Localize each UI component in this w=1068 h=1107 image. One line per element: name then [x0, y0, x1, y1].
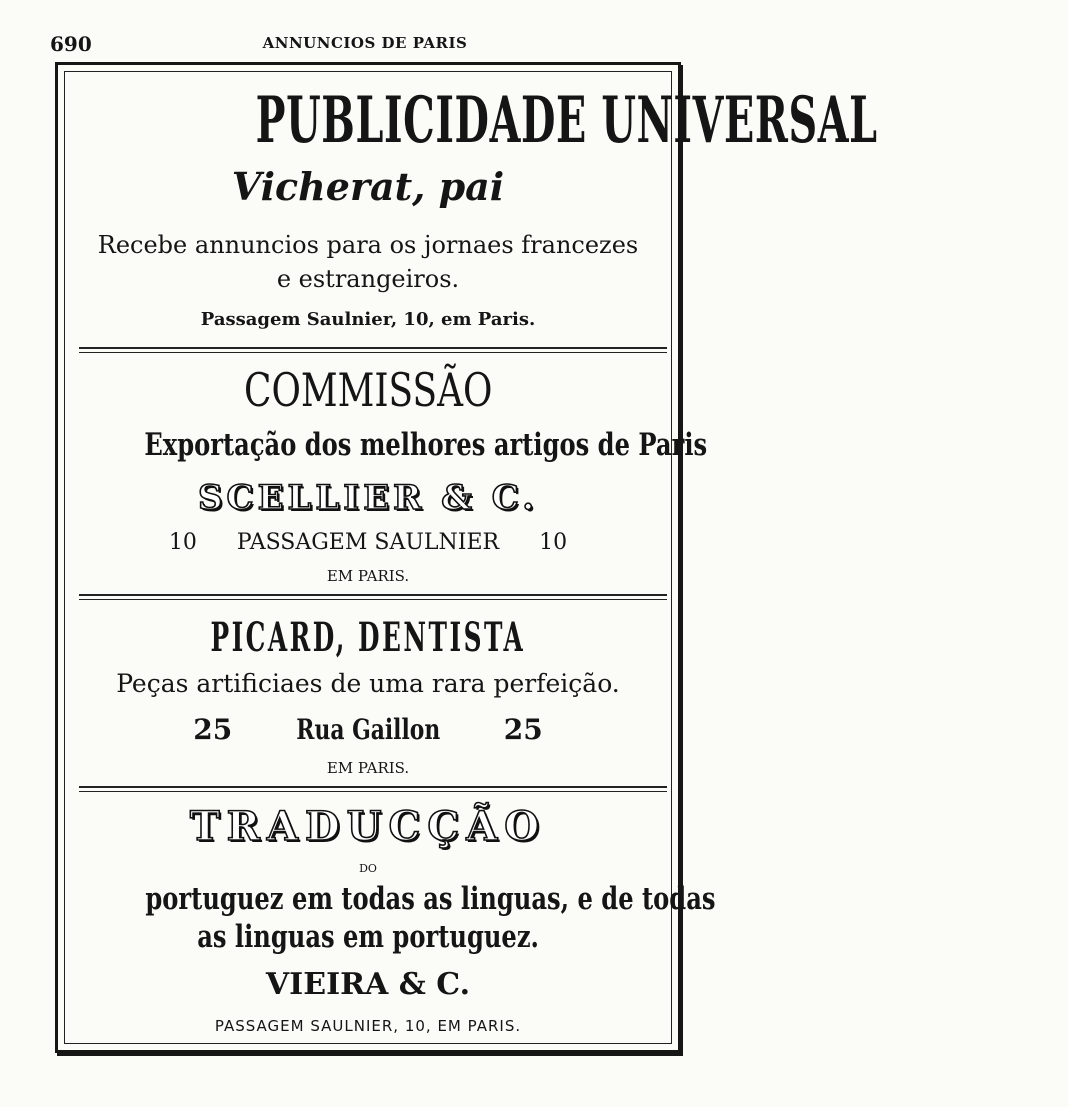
ad2-title-row — [65, 364, 671, 416]
ad4-title-row — [65, 802, 671, 852]
ad1-desc-line1: Recebe annuncios para os jornaes francezes — [97, 231, 639, 259]
ad3-title-row — [65, 614, 671, 662]
ad2-address-row — [65, 528, 671, 558]
ad3-title: PICARD, DENTISTA — [210, 614, 526, 661]
ad4-address: PASSAGEM SAULNIER, 10, EM PARIS. — [214, 1017, 522, 1035]
ad1-name-row — [65, 164, 671, 210]
ad4-connector: DO — [359, 862, 377, 875]
page-number: 690 — [50, 32, 92, 56]
ad4-line2-row — [65, 918, 671, 956]
ad3-subtitle: Peças artificiaes de uma rara perfeição. — [116, 669, 620, 698]
ad4-firm: VIEIRA & C. — [265, 967, 471, 1002]
ad3-city: EM PARIS. — [326, 759, 410, 777]
ad2-address-number-right: 10 — [539, 530, 568, 555]
ad4-line2: as linguas em portuguez. — [197, 919, 539, 955]
ad4-line1: portuguez em todas as linguas, e de todas — [145, 881, 716, 917]
divider — [79, 594, 667, 600]
ad3-address-number-right: 25 — [503, 713, 543, 746]
ad3-address-number-left: 25 — [193, 713, 233, 746]
ad2-address-street: PASSAGEM SAULNIER — [236, 530, 500, 555]
ad1-desc-line2: e estrangeiros. — [276, 265, 460, 293]
running-head — [0, 28, 714, 58]
divider — [79, 786, 667, 792]
ad4-title: TRADUCÇÃO — [189, 803, 547, 850]
running-title: ANNUNCIOS DE PARIS — [262, 34, 468, 52]
ad3-address-street: Rua Gaillon — [296, 713, 440, 746]
ad3-address-row — [65, 712, 671, 748]
ad2-city: EM PARIS. — [326, 567, 410, 585]
ad1-title: PUBLICIDADE UNIVERSAL — [255, 83, 878, 158]
advertisement-inner-border — [64, 71, 878, 1044]
ad2-subtitle: Exportação dos melhores artigos de Paris — [144, 427, 708, 463]
ad2-address-number-left: 10 — [168, 530, 197, 555]
ad1-name: Vicherat, pai — [231, 164, 505, 209]
ad2-title: COMMISSÃO — [243, 363, 493, 417]
ad2-firm: SCELLIER & C. — [197, 478, 539, 518]
ad4-line1-row — [65, 880, 716, 918]
ad1-title-row — [65, 83, 878, 158]
advertisement-frame — [55, 62, 878, 1053]
divider — [79, 347, 667, 353]
ad2-firm-row — [65, 476, 671, 520]
ad2-subtitle-row — [65, 426, 708, 464]
ad1-address: Passagem Saulnier, 10, em Paris. — [200, 309, 536, 330]
